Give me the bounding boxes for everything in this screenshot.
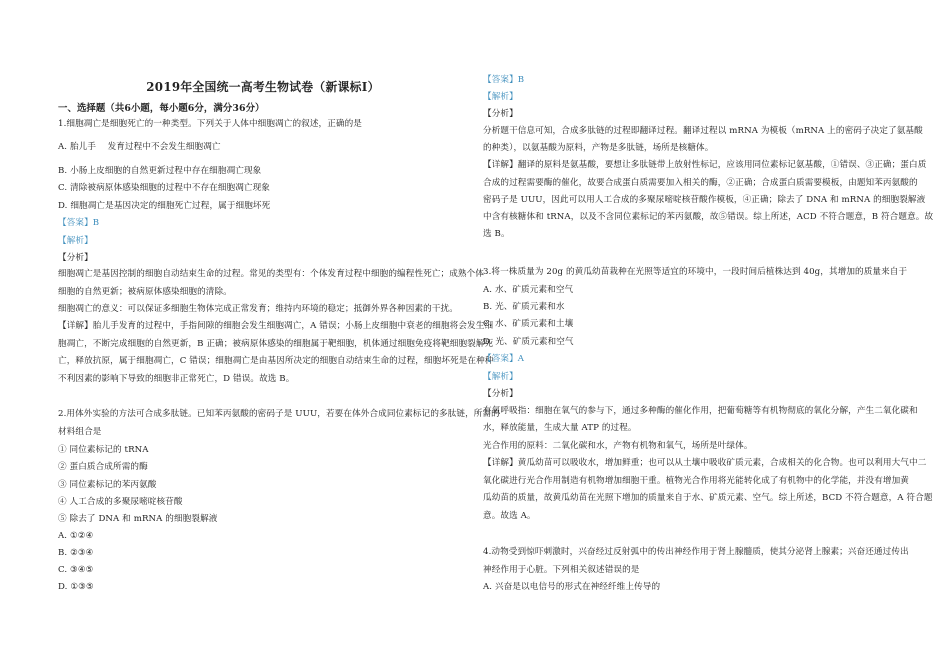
q1-option-a: A. 胎儿手 发育过程中不会发生细胞凋亡: [58, 142, 221, 152]
q2-item: ② 蛋白质合成所需的酶: [58, 462, 148, 472]
document-title: 2019年全国统一高考生物试卷（新课标Ⅰ）: [146, 80, 380, 94]
q3-detail-line: 瓜幼苗的质量，故黄瓜幼苗在光照下增加的质量来自于水、矿质元素、空气。综上所述，BCD 不符合题意，A 符合题: [483, 493, 933, 503]
q2-analysis-tag: 【解析】: [483, 92, 518, 102]
q1-analysis-tag: 【解析】: [58, 236, 93, 246]
q3-analysis-tag: 【解析】: [483, 372, 518, 382]
q3-fenxi-line: 有氧呼吸指：细胞在氧气的参与下，通过多种酶的催化作用，把葡萄糖等有机物彻底的氧化分解，产生二氧化碳和: [483, 406, 918, 416]
q2-item: ⑤ 除去了 DNA 和 mRNA 的细胞裂解液: [58, 514, 218, 524]
q2-item: ① 同位素标记的 tRNA: [58, 445, 149, 455]
q2-detail-line-1: [483, 159, 926, 171]
q3-stem: 3.将一株质量为 20g 的黄瓜幼苗栽种在光照等适宜的环境中，一段时间后植株达到 40g，其增加的质量来自于: [483, 267, 908, 277]
q2-option-b: B. ②③④: [58, 548, 94, 558]
q1-answer: 【答案】B: [58, 218, 100, 228]
q1-detail-tag: 【详解】: [58, 321, 93, 331]
q1-option-d: D. 细胞凋亡是基因决定的细胞死亡过程，属于细胞坏死: [58, 201, 271, 211]
q2-fenxi-line: 分析题干信息可知，合成多肽链的过程即翻译过程。翻译过程以 mRNA 为模板（mRNA 上的密码子决定了氨基酸: [483, 126, 923, 136]
q1-detail-line: 亡，释放抗原，属于细胞凋亡，C 错误；细胞凋亡是由基因所决定的细胞自动结束生命的过程，细胞坏死是在种种: [58, 356, 494, 366]
q2-detail-line: 合成的过程需要酶的催化，故要合成蛋白质需要加入相关的酶，②正确；合成蛋白质需要模板，由题知苯丙氨酸的: [483, 178, 918, 188]
q2-detail-line: 密码子是 UUU，因此可以用人工合成的多聚尿嘧啶核苷酸作模板，④正确；除去了 DNA 和 mRNA 的细胞裂解液: [483, 195, 926, 205]
q4-stem-line: 4.动物受到惊吓刺激时，兴奋经过反射弧中的传出神经作用于肾上腺髓质，使其分泌肾上腺素；兴奋还通过传出: [483, 547, 909, 557]
q3-fenxi-tag: 【分析】: [483, 389, 518, 399]
q3-option-a: A. 水、矿质元素和空气: [483, 285, 574, 295]
q3-option-d: D. 光、矿质元素和空气: [483, 337, 574, 347]
q2-fenxi-line: 的种类），以氨基酸为原料，产物是多肽链，场所是核糖体。: [483, 143, 714, 153]
q2-stem-line: 材料组合是: [58, 427, 102, 437]
q1-detail-line: 不利因素的影响下导致的细胞非正常死亡，D 错误。故选 B。: [58, 374, 295, 384]
section-heading: 一、选择题（共6小题，每小题6分，满分36分）: [58, 103, 265, 114]
q2-stem-line: 2.用体外实验的方法可合成多肽链。已知苯丙氨酸的密码子是 UUU，若要在体外合成同位素标记的多肽链，所需的: [58, 409, 500, 419]
q2-item: ③ 同位素标记的苯丙氨酸: [58, 480, 157, 490]
q1-detail-line: 胞凋亡，不断完成细胞的自然更新，B 正确；被病原体感染的细胞属于靶细胞，机体通过细胞免疫将靶细胞裂解死: [58, 339, 494, 349]
q1-fenxi-line: 细胞凋亡是基因控制的细胞自动结束生命的过程。常见的类型有：个体发育过程中细胞的编程性死亡；成熟个体: [58, 269, 484, 279]
q1-fenxi-tag: 【分析】: [58, 253, 93, 263]
q3-option-b: B. 光、矿质元素和水: [483, 302, 565, 312]
q3-detail-text: 黄瓜幼苗可以吸收水，增加鲜重；也可以从土壤中吸收矿质元素，合成相关的化合物。也可以利用大气中二: [517, 458, 927, 468]
q2-option-a: A. ①②④: [58, 531, 94, 541]
q2-detail-line: 选 B。: [483, 229, 510, 239]
q3-detail-line: 意。故选 A。: [483, 511, 536, 521]
q3-detail-line-1: [483, 457, 926, 469]
q3-detail-tag: 【详解】: [483, 458, 518, 468]
q1-fenxi-line: 细胞的自然更新；被病原体感染细胞的清除。: [58, 287, 232, 297]
q3-detail-line: 氧化碳进行光合作用制造有机物增加细胞干重。植物光合作用将光能转化成了有机物中的化学能，并没有增加黄: [483, 476, 909, 486]
q1-detail-line-1: [58, 320, 493, 332]
q3-fenxi-line: 光合作用的原料：二氧化碳和水，产物有机物和氧气，场所是叶绿体。: [483, 441, 753, 451]
q2-detail-line: 中含有核糖体和 tRNA，以及不含同位素标记的苯丙氨酸，故⑤错误。综上所述，ACD 不符合题意，B 符合题意。故: [483, 212, 934, 222]
q1-option-c: C. 清除被病原体感染细胞的过程中不存在细胞凋亡现象: [58, 183, 270, 193]
q3-fenxi-line: 水，释放能量，生成大量 ATP 的过程。: [483, 423, 637, 433]
q2-detail-text: 翻译的原料是氨基酸，要想让多肽链带上放射性标记，应该用同位素标记氨基酸，①错误、③正确；蛋白质: [517, 160, 927, 170]
q4-option-a: A. 兴奋是以电信号的形式在神经纤维上传导的: [483, 582, 661, 592]
q2-option-c: C. ③④⑤: [58, 565, 94, 575]
q4-stem-line: 神经作用于心脏。下列相关叙述错误的是: [483, 565, 640, 575]
q2-item: ④ 人工合成的多聚尿嘧啶核苷酸: [58, 497, 183, 507]
q1-option-b: B. 小肠上皮细胞的自然更新过程中存在细胞凋亡现象: [58, 166, 262, 176]
q2-detail-tag: 【详解】: [483, 160, 518, 170]
q1-fenxi-line: 细胞凋亡的意义：可以保证多细胞生物体完成正常发育；维持内环境的稳定；抵御外界各种因素的干扰。: [58, 304, 458, 314]
q1-stem: 1.细胞凋亡是细胞死亡的一种类型。下列关于人体中细胞凋亡的叙述，正确的是: [58, 119, 362, 129]
q3-answer: 【答案】A: [483, 354, 525, 364]
q2-fenxi-tag: 【分析】: [483, 109, 518, 119]
q2-option-d: D. ①③⑤: [58, 582, 94, 592]
q3-option-c: C. 水、矿质元素和土壤: [483, 319, 574, 329]
q2-answer: 【答案】B: [483, 75, 525, 85]
q1-detail-text: 胎儿手发育的过程中，手指间隙的细胞会发生细胞凋亡，A 错误；小肠上皮细胞中衰老的细胞将会发生细: [92, 321, 494, 331]
